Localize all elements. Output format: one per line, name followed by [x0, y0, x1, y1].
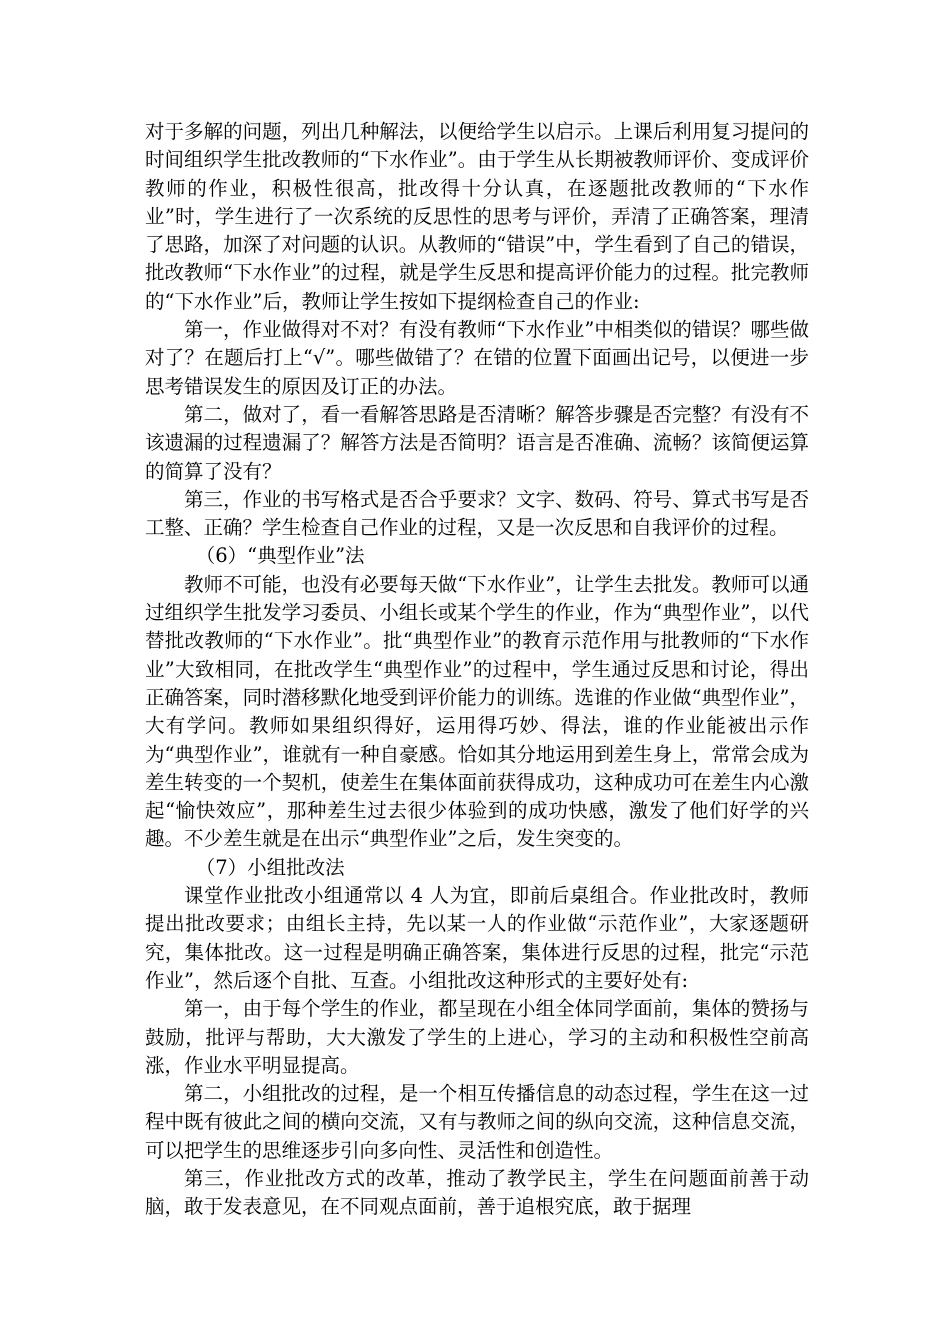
paragraph-check-third: 第三，作业的书写格式是否合乎要求？文字、数码、符号、算式书写是否工整、正确？学生检查自己作业的过程，又是一次反思和自我评价的过程。	[145, 487, 809, 540]
paragraph-intro: 对于多解的问题，列出几种解法，以便给学生以启示。上课后利用复习提问的时间组织学生批改教师的“下水作业”。由于学生从长期被教师评价、变成评价教师的作业，积极性很高，批改得十分认真，在逐题批改教师的“下水作业”时，学生进行了一次系统的反思性的思考与评价，弄清了正确答案，理清了思路，加深了对问题的认识。从教师的“错误”中，学生看到了自己的错误，批改教师“下水作业”的过程，就是学生反思和提高评价能力的过程。批完教师的“下水作业”后，教师让学生按如下提纲检查自己的作业:	[145, 120, 809, 313]
paragraph-check-first: 第一，作业做得对不对？有没有教师“下水作业”中相类似的错误？哪些做对了？在题后打上“√”。哪些做错了？在错的位置下面画出记号，以便进一步思考错误发生的原因及订正的办法。	[145, 318, 809, 398]
paragraph-benefit-second: 第二，小组批改的过程，是一个相互传播信息的动态过程，学生在这一过程中既有彼此之间的横向交流，又有与教师之间的纵向交流，这种信息交流，可以把学生的思维逐步引向多向性、灵活性和创造性。	[145, 1082, 809, 1162]
paragraph-typical-homework: 教师不可能，也没有必要每天做“下水作业”，让学生去批发。教师可以通过组织学生批发学习委员、小组长或某个学生的作业，作为“典型作业”，以代替批改教师的“下水作业”。批“典型作业”的教育示范作用与批教师的“下水作业”大致相同，在批改学生“典型作业”的过程中，学生通过反思和讨论，得出正确答案，同时潜移默化地受到评价能力的训练。选谁的作业做“典型作业”，大有学问。教师如果组织得好，运用得巧妙、得法，谁的作业能被出示作为“典型作业”，谁就有一种自豪感。恰如其分地运用到差生身上，常常会成为差生转变的一个契机，使差生在集体面前获得成功，这种成功可在差生内心激起“愉快效应”，那种差生过去很少体验到的成功快感，激发了他们好学的兴趣。不少差生就是在出示“典型作业”之后，发生突变的。	[145, 572, 809, 851]
section-heading-group-marking: （7）小组批改法	[195, 855, 345, 879]
paragraph-group-marking: 课堂作业批改小组通常以 4 人为宜，即前后桌组合。作业批改时，教师提出批改要求；由组长主持，先以某一人的作业做“示范作业”，大家逐题研究，集体批改。这一过程是明确正确答案，集体进行反思的过程，批完“示范作业”，然后逐个自批、互查。小组批改这种形式的主要好处有:	[145, 884, 809, 992]
paragraph-check-second: 第二，做对了，看一看解答思路是否清晰？解答步骤是否完整？有没有不该遗漏的过程遗漏了？解答方法是否简明？语言是否准确、流畅？该简便运算的简算了没有？	[145, 402, 809, 483]
document-body	[145, 118, 809, 1222]
section-heading-typical-homework: （6）“典型作业”法	[195, 544, 365, 568]
paragraph-benefit-first: 第一，由于每个学生的作业，都呈现在小组全体同学面前，集体的赞扬与鼓励，批评与帮助，大大激发了学生的上进心，学习的主动和积极性空前高涨，作业水平明显提高。	[145, 997, 809, 1077]
paragraph-benefit-third: 第三，作业批改方式的改革，推动了教学民主，学生在问题面前善于动脑，敢于发表意见，在不同观点面前，善于追根究底，敢于据理	[145, 1166, 809, 1219]
